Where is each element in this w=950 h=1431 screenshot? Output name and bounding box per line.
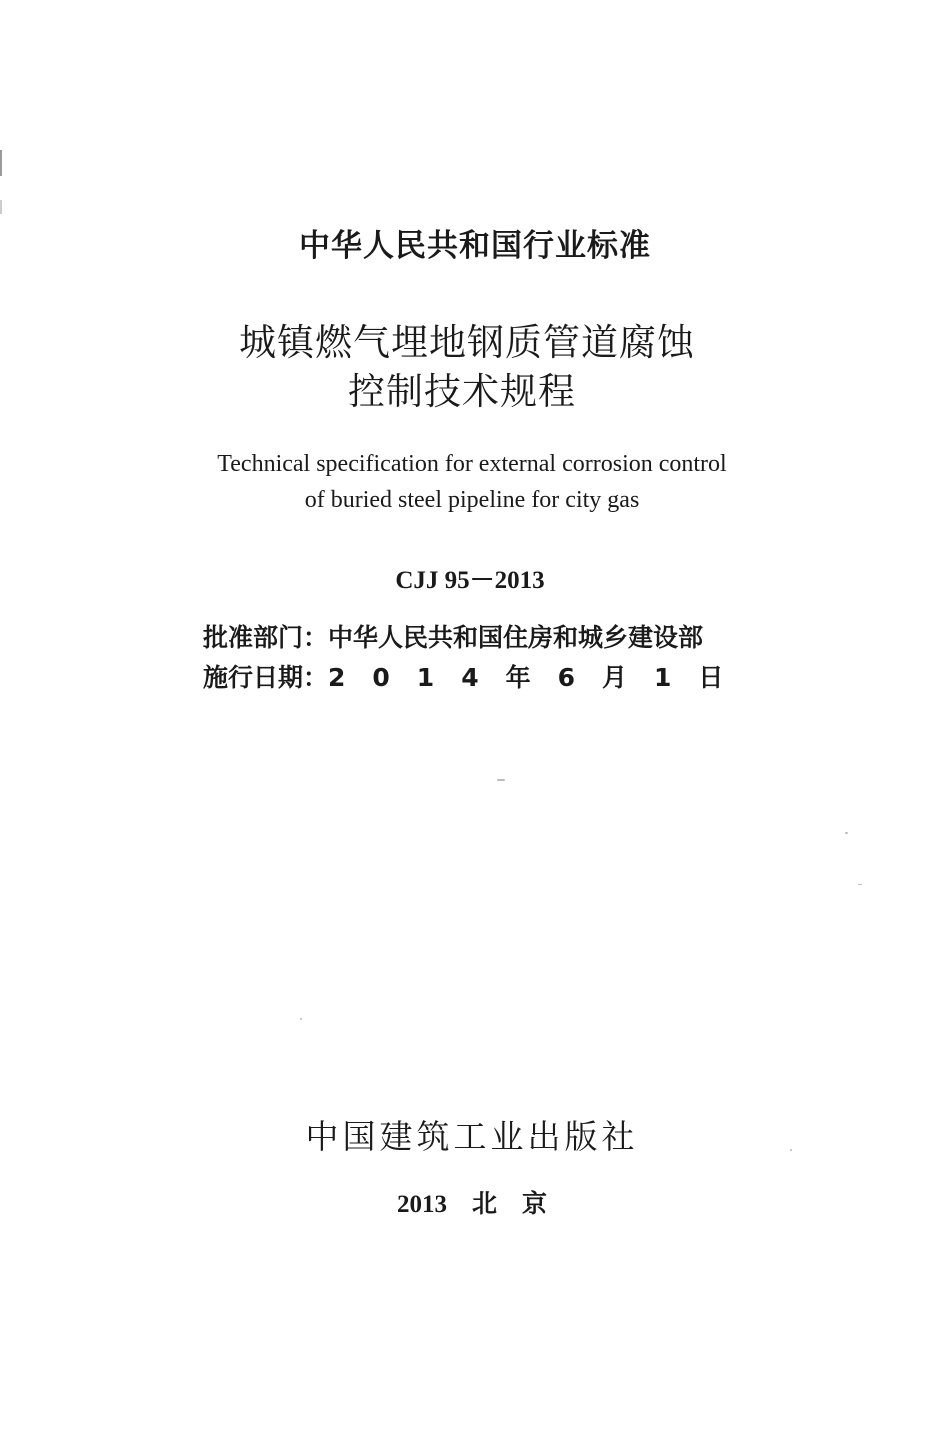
approval-department [203, 625, 703, 650]
title-english-line-1: Technical specification for external corrosion control [217, 451, 727, 477]
approval-value: 中华人民共和国住房和城乡建设部 [328, 623, 704, 652]
publication-place-year: 2013 北 京 [396, 1191, 547, 1218]
page-edge-mark [0, 150, 2, 176]
standard-code: CJJ 95－2013 [395, 567, 545, 594]
scan-speck [790, 1149, 792, 1151]
scan-speck [497, 779, 505, 781]
title-english-line-2: of buried steel pipeline for city gas [304, 487, 640, 513]
effective-value: 2 0 1 4 年 6 月 1 日 [328, 663, 725, 692]
title-chinese-line-2: 控制技术规程 [348, 370, 576, 413]
effective-date [203, 665, 724, 690]
effective-label: 施行日期： [203, 663, 329, 692]
scan-speck [300, 1018, 302, 1020]
scan-speck [858, 884, 862, 885]
standard-category: 中华人民共和国行业标准 [299, 228, 651, 264]
scan-speck [845, 832, 848, 834]
title-chinese-line-1: 城镇燃气埋地钢质管道腐蚀 [239, 321, 695, 364]
approval-label: 批准部门： [203, 623, 329, 652]
page-edge-mark [0, 200, 2, 214]
publisher: 中国建筑工业出版社 [305, 1117, 639, 1156]
